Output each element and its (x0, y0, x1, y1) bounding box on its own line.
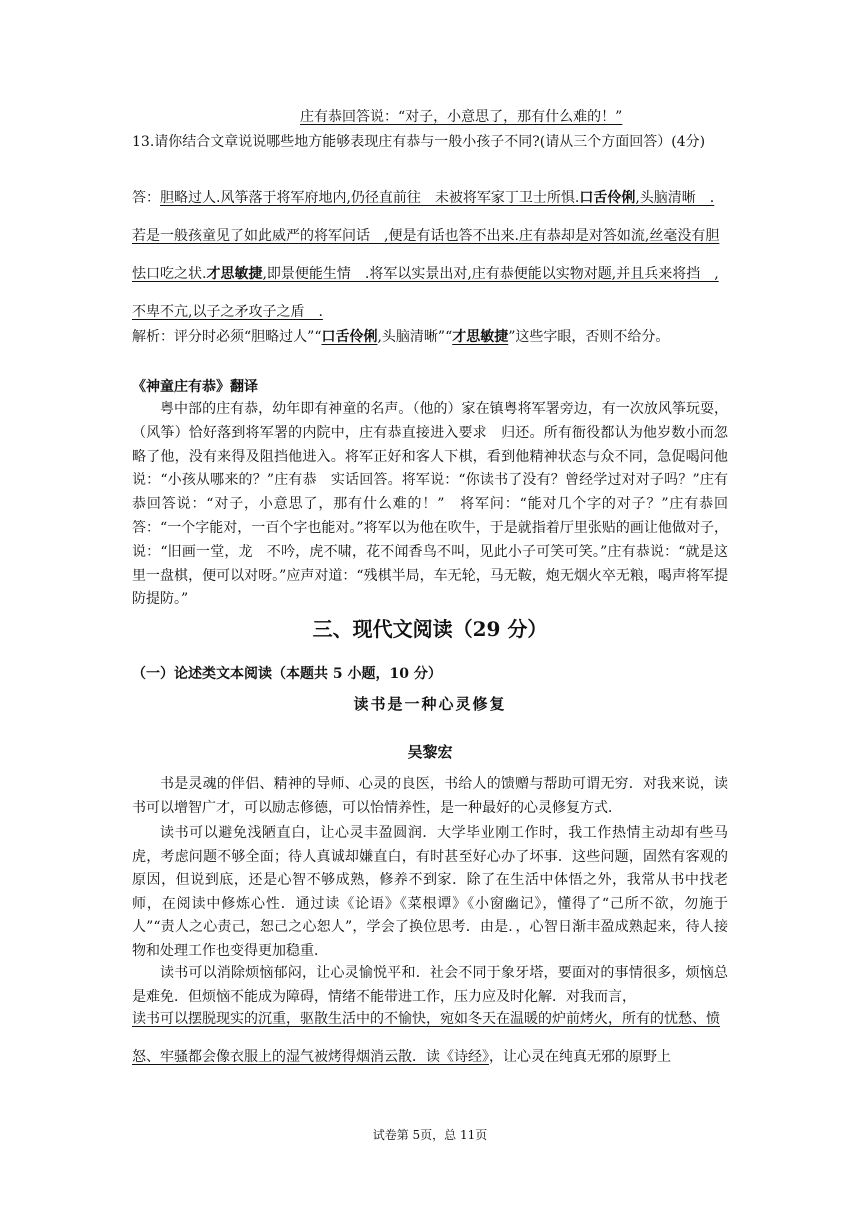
question-13: 13.请你结合文章说说哪些地方能够表现庄有恭与一般小孩子不同?(请从三个方面回答）(4分) (132, 134, 706, 150)
answer-part-a: 胆略过人.风筝落于将军府地内,仍径直前往 未被将军家丁卫士所惧. (160, 190, 580, 206)
analysis-part-a: 解析：评分时必须“胆略过人”“ (132, 329, 322, 345)
article-author: 吴黎宏 (407, 743, 453, 761)
answer-part-e: ,即景便能生情 .将军以实景出对,庄有恭便能以实物对题,并且兵来将挡 ,不卑不亢,以子之矛攻子之盾 . (132, 266, 719, 320)
answer-prefix: 答： (132, 190, 160, 206)
paragraph-3-text: 读书可以消除烦恼郁闷，让心灵愉悦平和．社会不同于象牙塔，要面对的事情很多，烦恼总是难免．但烦恼不能成为障碍，情绪不能带进工作，压力应及时化解．对我而言， (132, 965, 728, 1005)
article-paragraph-1: 书是灵魂的伴侣、精神的导师、心灵的良医，书给人的馈赠与帮助可谓无穷．对我来说，读书可以增智广才，可以励志修德，可以怡情养性，是一种最好的心灵修复方式． (132, 776, 728, 816)
answer-keyword-2: 才思敏捷 (206, 266, 263, 282)
translation-body: 粤中部的庄有恭，幼年即有神童的名声。（他的）家在镇粤将军署旁边，有一次放风筝玩耍，（风筝）恰好落到将军署的内院中，庄有恭直接进入要求 归还。所有衙役都认为他岁数小而忽略了他，没有来得及阻挡他进入。将军正好和客人下棋，看到他精神状态与众不同，急促喝问他说：“小孩从哪来的？”庄有恭 实话回答。将军说：“你读书了没有？曾经学过对对子吗？”庄有恭回答说：“对子，小意思了，那有什么难的！” 将军问：“能对几个字的对子？”庄有恭回答：“一个字能对，一百个字也能对。”将军以为他在吹牛，于是就指着厅里张贴的画让他做对子，说：“旧画一堂，龙 不吟，虎不啸，花不闻香鸟不叫，见此小子可笑可笑。”庄有恭说：“就是这里一盘棋，便可以对呀。”应声对道：“残棋半局，车无轮，马无鞍，炮无烟火卒无粮，喝声将军提防提防。” (132, 401, 728, 608)
answer-part-c: ,头脑清晰 .若是一般孩童见了如此威严的将军问话 ,便是有话也答不出来.庄有恭却是对答如流,丝毫没有胆怯口吃之状. (132, 190, 720, 282)
translation-title: 《神童庄有恭》翻译 (132, 379, 258, 395)
answer-13 (132, 179, 728, 331)
paragraph-3-underlined: 读书可以摆脱现实的沉重，驱散生活中的不愉快，宛如冬天在温暖的炉前烤火，所有的忧愁、愤怒、牢骚都会像衣服上的湿气被烤得烟消云散．读《诗经》 (132, 1011, 720, 1065)
analysis-keyword-1: 口舌伶俐 (321, 329, 378, 345)
paragraph-3-rest: ，让心灵在纯真无邪的原野上 (489, 1049, 671, 1065)
section-3-heading: 三、现代文阅读（29 分） (312, 617, 548, 641)
article-paragraph-3-continued (132, 1000, 732, 1076)
subsection-1-heading: （一）论述类文本阅读（本题共 5 小题，10 分） (132, 666, 442, 682)
dialogue-continued-line: 庄有恭回答说：“对子，小意思了，那有什么难的！” (300, 109, 623, 125)
page-footer: 试卷第 5页，总 11页 (372, 1128, 488, 1142)
analysis-keyword-2: 才思敏捷 (452, 329, 509, 345)
analysis-part-e: ”这些字眼，否则不给分。 (508, 329, 670, 345)
analysis-13 (132, 325, 728, 350)
answer-keyword-1: 口舌伶俐 (579, 190, 636, 206)
article-paragraph-2: 读书可以避免浅陋直白，让心灵丰盈圆润．大学毕业刚工作时，我工作热情主动却有些马虎，考虑问题不够全面；待人真诚却嫌直白，有时甚至好心办了坏事．这些问题，固然有客观的原因，但说到底，还是心智不够成熟，修养不到家．除了在生活中体悟之外，我常从书中找老师，在阅读中修炼心性．通过读《论语》《菜根谭》《小窗幽记》，懂得了“己所不欲，勿施于人”“责人之心责己，恕己之心恕人”，学会了换位思考．由是．，心智日渐丰盈成熟起来，待人接物和处理工作也变得更加稳重． (132, 825, 728, 959)
analysis-part-c: ,头脑清晰”“ (377, 329, 453, 345)
article-title: 读书是一种心灵修复 (353, 695, 507, 713)
